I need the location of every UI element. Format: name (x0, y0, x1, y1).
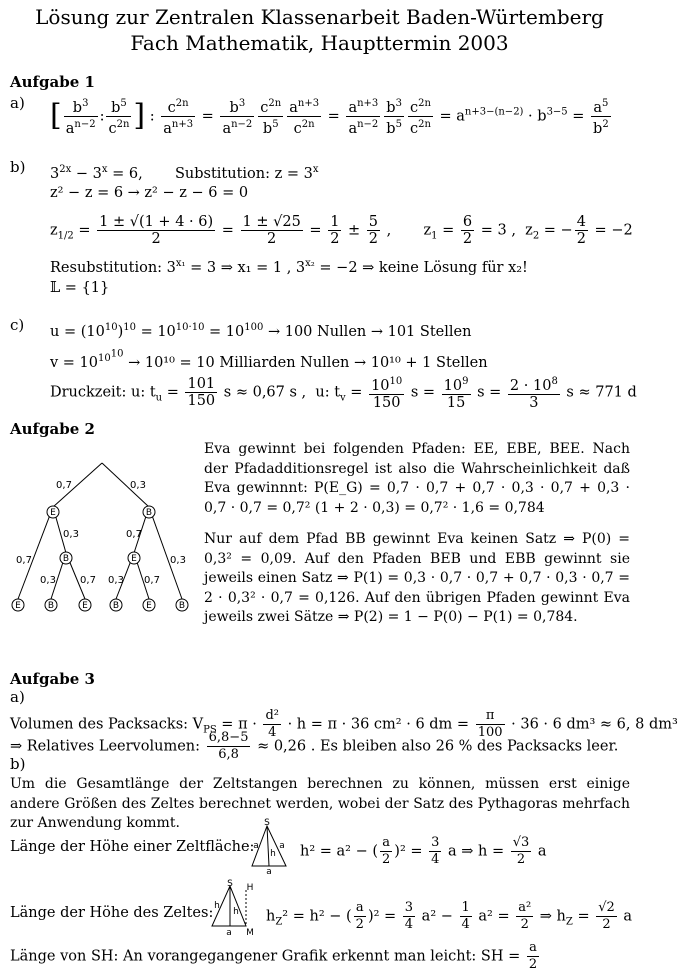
a1-b-resub: Resubstitution: $3^{x_1} = 3$ ⇒ x₁ = 1 , $3^{x_2} = -2$ ⇒ keine Lösung für x₂! (50, 258, 528, 276)
substitution-text: Substitution: z = 3 (174, 165, 313, 182)
svg-text:S: S (227, 879, 233, 889)
a1-a-formula: [ $\frac{b^3}{a^{n-2}}$ : $\frac{b^5}{c^{2n}}$ ] : $\frac{c^{2n}}{a^{n+3}}$ = $\frac{b^3}{a^{n-2}}$ $\frac{c^{2n}}{b^5}$ $\frac{a^{n+3}}{c^{2n}}$ = $\frac{a^{n+3}}{a^{n-2}}$ $\frac{b^3}{b^5}$ $\frac{c^{2n}}{c^{2n}}$ = $a^{n+3-(n-2)} \cdot b^{3-5}$ = $\frac{a^5}{b^2}$ (50, 98, 609, 137)
a3-b-paragraph: Um die Gesamtlänge der Zeltstangen berechnen zu können, müssen erst einige andere Größen des Zeltes berechnet werden, wobei der Satz des Pythagoras mehrfach zur Anwendung kommt. (10, 776, 630, 832)
svg-text:0,3: 0,3 (63, 529, 79, 540)
svg-text:B: B (145, 508, 153, 518)
a1-a-label: a) (10, 94, 25, 112)
svg-text:a: a (279, 841, 285, 851)
svg-text:0,3: 0,3 (108, 575, 124, 586)
svg-text:0,7: 0,7 (16, 555, 32, 566)
a1-c-label: c) (10, 316, 25, 334)
a3-leervolumen: ⇒ Relatives Leervolumen: $\frac{6,8-5}{6,8}$ ≈ 0,26 . Es bleiben also 26 % des Packsacks leer. (10, 730, 619, 762)
aufgabe3-heading: Aufgabe 3 (10, 670, 95, 688)
svg-text:B: B (62, 554, 70, 564)
a3-b-label: b) (10, 755, 26, 773)
svg-text:h: h (214, 901, 220, 911)
svg-text:0,7: 0,7 (56, 480, 72, 491)
a3-a-label: a) (10, 688, 25, 706)
a1-b-line3: $z_{1/2}$ = $\frac{1 \pm √(1 + 4 \cdot 6)}{2}$ = $\frac{1 \pm √25}{2}$ = $\frac{1}{2}$ ± $\frac{5}{2}$ , $z_1$ = $\frac{6}{2}$ = 3 , $z_2$ = − $\frac{4}{2}$ = −2 (50, 214, 633, 247)
a1-c-v: $v = 10^{10^{10}} \to 10^{10} = 10$ Milliarden Nullen → 10¹⁰ + 1 Stellen (50, 349, 488, 372)
a3-sh-line: Länge von SH: An vorangegangener Grafik erkennt man leicht: SH = $\frac{a}{2}$ (10, 940, 538, 972)
svg-text:E: E (50, 508, 56, 518)
svg-text:0,7: 0,7 (144, 575, 160, 586)
svg-text:B: B (112, 601, 120, 611)
svg-text:a: a (253, 841, 259, 851)
a1-c-u: $u = (10^{10})^{10} = 10^{10\cdot 10} = 10^{100} \to 100$ Nullen → 101 Stellen (50, 322, 472, 340)
a1-c-druckzeit: Druckzeit: u: $t_u$ = $\frac{101}{150}$ s ≈ 0,67 s , u: $t_v$ = $\frac{10^{10}}{150}$ s = $\frac{10^9}{15}$ s = $\frac{2 \cdot 10^8}{3}$ s ≈ 771 d (50, 375, 637, 411)
probability-tree (8, 455, 194, 620)
svg-text:0,7: 0,7 (126, 529, 142, 540)
a1-b-label: b) (10, 158, 26, 176)
tent-height-figure (206, 880, 262, 936)
a2-paragraph2: Nur auf dem Pfad BB gewinnt Eva keinen Satz ⇒ P(0) = 0,3² = 0,09. Auf den Pfaden BEB und EBB gewinnt sie jeweils einen Satz ⇒ P(1) = 0,3 · 0,7 · 0,7 + 0,7 · 0,3 · 0,7 = 2 · 0,3² · 0,7 = 0,126. Auf den übrigen Pfaden gewinnt Eva jeweils zwei Sätze ⇒ P(2) = 1 − P(0) − P(1) = 0,784. (204, 531, 630, 626)
a1-b-solution-set: 𝕃 = {1} (50, 280, 110, 296)
a3-hoehe-formula: h² = a² − ( $\frac{a}{2}$ )² = $\frac{3}{4}$ a ⇒ h = $\frac{√3}{2}$ a (300, 835, 547, 867)
svg-text:S: S (264, 818, 270, 828)
a3-hoehe-zelt-label: Länge der Höhe des Zeltes: (10, 905, 214, 921)
svg-text:a: a (226, 928, 232, 938)
svg-text:E: E (82, 601, 88, 611)
a3-hoehe-zelt-formula: $h_Z^2 = h^2$ − ( $\frac{a}{2}$ )² = $\frac{3}{4}$ a² − $\frac{1}{4}$ a² = $\frac{\text{a²}}{2}$ ⇒ $h_Z$ = $\frac{√2}{2}$ a (266, 900, 633, 932)
a1-b-line2: z² − z = 6 → z² − z − 6 = 0 (50, 185, 249, 201)
a1-b-line1: $3^{2x} - 3^x = 6$, Substitution: $z = 3^x$ (50, 164, 319, 182)
a3-volume: Volumen des Packsacks: $V_{PS} = \pi$ · $\frac{\text{d²}}{4}$ · h = π · 36 cm² · 6 dm = $\frac{\pi}{100}$ · 36 · 6 dm³ ≈ 6, 8 dm³ (10, 708, 678, 740)
svg-text:a: a (266, 867, 272, 877)
a2-paragraph1: Eva gewinnt bei folgenden Pfaden: EE, EBE, BEE. Nach der Pfadadditionsregel ist also die Wahrscheinlichkeit daß Eva gewinnnt: P(E_G) = 0,7 · 0,7 + 0,7 · 0,3 · 0,7 + 0,3 · 0,7 · 0,7 = 0,7² (1 + 2 · 0,3) = 0,7² · 1,6 = 0,784 (204, 441, 630, 516)
svg-text:E: E (15, 601, 21, 611)
aufgabe1-heading: Aufgabe 1 (10, 73, 95, 91)
svg-text:E: E (131, 554, 137, 564)
svg-text:0,3: 0,3 (40, 575, 56, 586)
doc-title-line1: Lösung zur Zentralen Klassenarbeit Baden-Würtemberg (35, 5, 604, 29)
svg-text:h: h (270, 849, 276, 859)
triangle-figure (250, 818, 300, 877)
doc-title-line2: Fach Mathematik, Haupttermin 2003 (130, 31, 509, 55)
a3-hoehe-zeltflaeche-label: Länge der Höhe einer Zeltfläche: (10, 839, 255, 855)
svg-text:0,3: 0,3 (130, 480, 146, 491)
svg-text:E: E (146, 601, 152, 611)
svg-text:h: h (233, 907, 239, 917)
aufgabe2-heading: Aufgabe 2 (10, 420, 95, 438)
svg-text:H: H (246, 883, 254, 893)
svg-text:0,7: 0,7 (80, 575, 96, 586)
svg-text:0,3: 0,3 (170, 555, 186, 566)
svg-text:M: M (246, 928, 254, 938)
svg-text:B: B (47, 601, 55, 611)
svg-text:B: B (178, 601, 186, 611)
